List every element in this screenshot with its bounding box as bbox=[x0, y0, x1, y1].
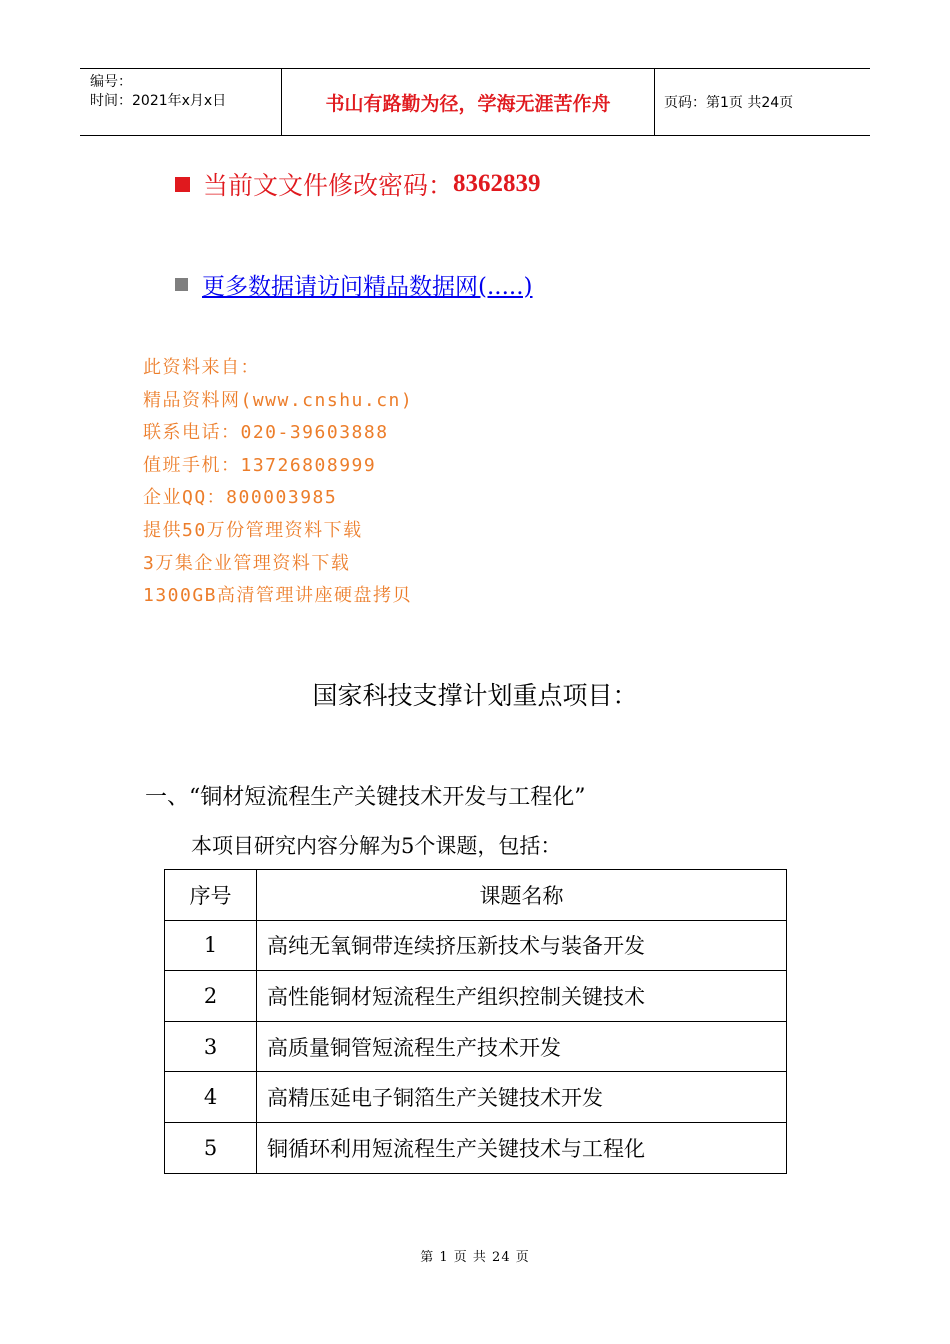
header-cell-name: 课题名称 bbox=[257, 870, 787, 921]
more-data-line bbox=[175, 266, 533, 302]
source-line: 此资料来自： bbox=[143, 357, 260, 378]
table-row bbox=[165, 1072, 787, 1123]
source-line: 企业QQ：800003985 bbox=[143, 487, 338, 509]
source-line: 3万集企业管理资料下载 bbox=[143, 552, 351, 574]
row-topic: 高质量铜管短流程生产技术开发 bbox=[257, 1021, 787, 1072]
red-square-bullet-icon bbox=[175, 177, 190, 192]
topics-table bbox=[164, 869, 787, 1174]
row-topic: 高精压延电子铜箔生产关键技术开发 bbox=[257, 1072, 787, 1123]
header-number: 编号： bbox=[90, 74, 132, 90]
password-notice bbox=[175, 166, 541, 202]
table-row bbox=[165, 971, 787, 1022]
source-info bbox=[143, 352, 413, 613]
row-number: 3 bbox=[165, 1021, 257, 1072]
row-topic: 高性能铜材短流程生产组织控制关键技术 bbox=[257, 971, 787, 1022]
table-row bbox=[165, 1122, 787, 1173]
table-row bbox=[165, 920, 787, 971]
page-footer: 第 1 页 共 24 页 bbox=[420, 1250, 530, 1265]
row-number: 2 bbox=[165, 971, 257, 1022]
header-cell-number: 序号 bbox=[165, 870, 257, 921]
section-title: 一、“铜材短流程生产关键技术开发与工程化” bbox=[145, 785, 586, 810]
row-topic: 高纯无氧铜带连续挤压新技术与装备开发 bbox=[257, 920, 787, 971]
header-meta bbox=[80, 69, 282, 135]
motto-text: 书山有路勤为径，学海无涯苦作舟 bbox=[325, 92, 611, 115]
row-topic: 铜循环利用短流程生产关键技术与工程化 bbox=[257, 1122, 787, 1173]
more-data-link[interactable]: 更多数据请访问精品数据网(.....) bbox=[202, 273, 533, 300]
page-label: 页码：第1页 共24页 bbox=[664, 95, 794, 111]
main-title: 国家科技支撑计划重点项目： bbox=[312, 681, 638, 710]
row-number: 5 bbox=[165, 1122, 257, 1173]
header-time: 时间：2021年x月x日 bbox=[90, 93, 227, 109]
row-number: 1 bbox=[165, 920, 257, 971]
table-header-row bbox=[165, 870, 787, 921]
table-row bbox=[165, 1021, 787, 1072]
source-line: 1300GB高清管理讲座硬盘拷贝 bbox=[143, 585, 413, 607]
source-line: 值班手机：13726808999 bbox=[143, 454, 377, 476]
gray-square-bullet-icon bbox=[175, 278, 188, 291]
header-motto bbox=[282, 69, 655, 135]
row-number: 4 bbox=[165, 1072, 257, 1123]
header-page-info bbox=[655, 69, 870, 135]
source-line: 联系电话：020-39603888 bbox=[143, 422, 389, 444]
page-header bbox=[80, 68, 870, 136]
source-line: 提供50万份管理资料下载 bbox=[143, 519, 363, 541]
intro-text: 本项目研究内容分解为5个课题，包括： bbox=[191, 834, 562, 858]
password-label: 当前文文件修改密码： bbox=[203, 171, 454, 200]
source-line: 精品资料网(www.cnshu.cn) bbox=[143, 389, 414, 411]
password-code: 8362839 bbox=[453, 170, 541, 197]
